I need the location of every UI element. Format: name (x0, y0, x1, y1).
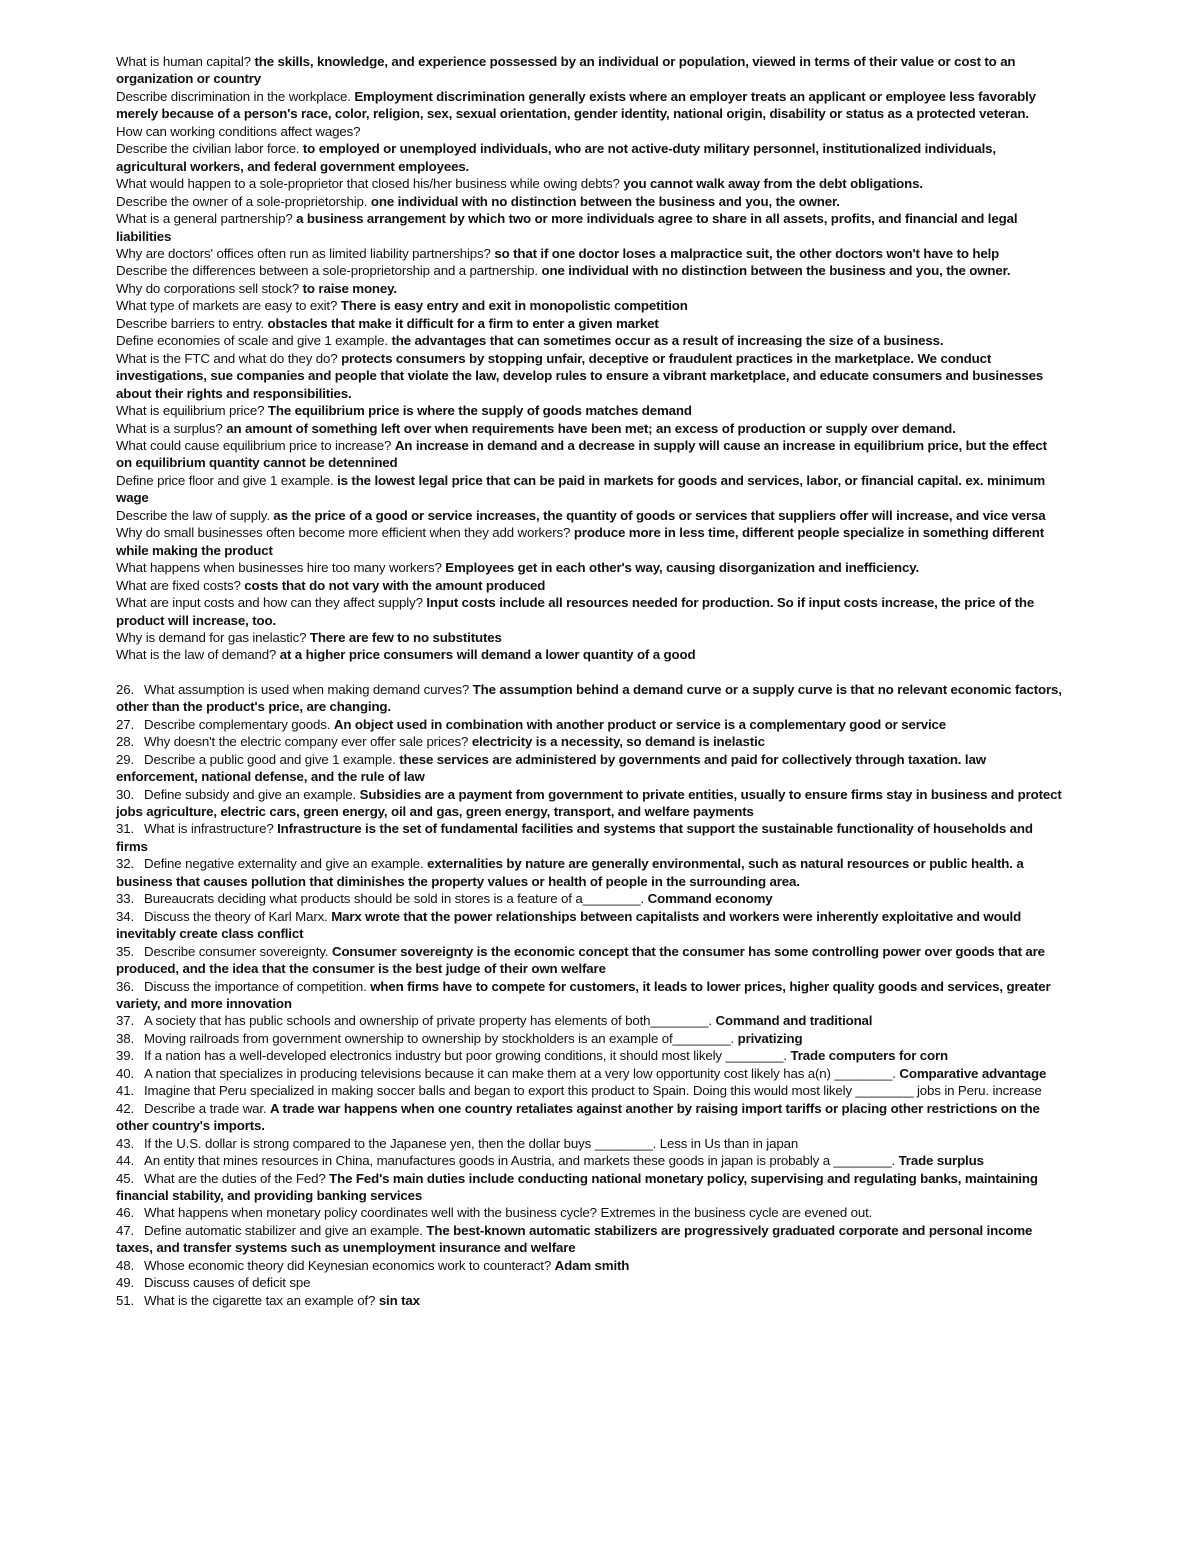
answer-text: An object used in combination with another product or service is a complementary good or service (333, 716, 947, 732)
qa-item (116, 1135, 1066, 1152)
answer-text: There is easy entry and exit in monopolistic competition (340, 298, 688, 314)
answer-text: Employment discrimination generally exists where an employer treats an applicant or employee less favorably merely because of a person's race, color, religion, sex, sexual orientation, gender identity, national origin, disability or status as a protected veteran. (116, 88, 1036, 122)
question-text: What would happen to a sole-proprietor that closed his/her business while owing debts? (116, 176, 620, 192)
question-text: Bureaucrats deciding what products should be sold in stores is a feature of a________. (144, 891, 645, 907)
question-number: 44. (116, 1153, 135, 1169)
answer-text: A trade war happens when one country retaliates against another by raising import tariffs or placing other restrictions on the other country's imports. (116, 1100, 1040, 1134)
answer-text: The assumption behind a demand curve or a supply curve is that no relevant economic factors, other than the product's price, are changing. (116, 681, 1062, 715)
qa-item (116, 786, 1066, 821)
qa-item (116, 594, 1066, 629)
question-text: Define automatic stabilizer and give an example. (144, 1222, 423, 1238)
question-text: A society that has public schools and ownership of private property has elements of both________. (144, 1013, 712, 1029)
question-number: 35. (116, 943, 135, 959)
question-text: Describe consumer sovereignty. (144, 943, 329, 959)
qa-item (116, 350, 1066, 402)
question-number: 48. (116, 1257, 135, 1273)
qa-item (116, 524, 1066, 559)
qa-item (116, 1152, 1066, 1169)
qa-item (116, 716, 1066, 733)
qa-item (116, 646, 1066, 663)
answer-text: Less in Us than in japan (659, 1135, 799, 1151)
qa-item (116, 1065, 1066, 1082)
answer-text: when firms have to compete for customers, it leads to lower prices, higher quality goods and services, greater variety, and more innovation (116, 978, 1051, 1012)
answer-text: Trade surplus (898, 1153, 984, 1169)
question-number: 47. (116, 1222, 135, 1238)
answer-text: Command economy (647, 891, 773, 907)
qa-item (116, 978, 1066, 1013)
question-number: 49. (116, 1275, 135, 1291)
answer-text: Marx wrote that the power relationships between capitalists and workers were inherently exploitative and would inevitably create class conflict (116, 908, 1022, 942)
question-text: Whose economic theory did Keynesian economics work to counteract? (144, 1257, 552, 1273)
answer-text: privatizing (737, 1030, 803, 1046)
question-number: 38. (116, 1030, 135, 1046)
answer-text: produce more in less time, different people specialize in something different while making the product (116, 525, 1045, 558)
question-text: Discuss causes of deficit spe (144, 1275, 311, 1291)
section-gap (116, 664, 1066, 681)
question-text: What assumption is used when making demand curves? (144, 681, 470, 697)
qa-item (116, 210, 1066, 245)
question-text: Define subsidy and give an example. (144, 786, 357, 802)
answer-text: an amount of something left over when requirements have been met; an excess of production or supply over demand. (226, 420, 956, 436)
question-number: 26. (116, 681, 135, 697)
question-number: 30. (116, 786, 135, 802)
question-number: 29. (116, 751, 135, 767)
question-list-part-1 (116, 53, 1066, 664)
question-text: What are the duties of the Fed? (144, 1170, 326, 1186)
question-text: Moving railroads from government ownership to ownership by stockholders is an example of________. (144, 1030, 735, 1046)
answer-text: at a higher price consumers will demand a lower quantity of a good (279, 647, 696, 663)
answer-text: Command and traditional (715, 1013, 873, 1029)
answer-text: increase (992, 1083, 1042, 1099)
question-text: Describe discrimination in the workplace. (116, 88, 351, 104)
answer-text: Subsidies are a payment from government to private entities, usually to ensure firms stay in business and protect jobs agriculture, electric cars, green energy, oil and gas, green energy, transport, and welfare payments (116, 786, 1062, 820)
question-text: What is a general partnership? (116, 211, 293, 227)
qa-item (116, 507, 1066, 524)
qa-item (116, 315, 1066, 332)
qa-item (116, 402, 1066, 419)
answer-text: Infrastructure is the set of fundamental facilities and systems that support the sustainable functionality of households and firms (116, 821, 1033, 854)
qa-item (116, 1257, 1066, 1274)
question-number: 28. (116, 734, 135, 750)
qa-item (116, 751, 1066, 786)
answer-text: so that if one doctor loses a malpractice suit, the other doctors won't have to help (494, 245, 1000, 261)
question-number: 46. (116, 1205, 135, 1221)
qa-item (116, 1274, 1066, 1291)
question-text: What is infrastructure? (144, 821, 274, 837)
answer-text: one individual with no distinction between the business and you, the owner. (370, 193, 840, 209)
answer-text: a business arrangement by which two or more individuals agree to share in all assets, profits, and financial and legal liabilities (116, 211, 1018, 244)
question-text: Discuss the theory of Karl Marx. (144, 908, 328, 924)
qa-item (116, 890, 1066, 907)
answer-text: Extremes in the business cycle are evened out. (600, 1205, 873, 1221)
qa-item (116, 472, 1066, 507)
question-text: Describe the law of supply. (116, 507, 270, 523)
question-text: Describe the civilian labor force. (116, 141, 300, 157)
question-text: Why do corporations sell stock? (116, 280, 300, 296)
qa-item (116, 140, 1066, 175)
question-list-part-2 (116, 681, 1066, 1309)
question-text: What is human capital? (116, 54, 251, 69)
question-text: What is the cigarette tax an example of? (144, 1292, 376, 1308)
question-number: 42. (116, 1100, 135, 1116)
question-number: 43. (116, 1135, 135, 1151)
study-guide-page (116, 53, 1066, 1309)
qa-item (116, 577, 1066, 594)
question-text: What type of markets are easy to exit? (116, 298, 338, 314)
question-number: 36. (116, 978, 135, 994)
question-text: Describe the differences between a sole-proprietorship and a partnership. (116, 263, 538, 279)
question-text: If the U.S. dollar is strong compared to the Japanese yen, then the dollar buys ________. (144, 1135, 657, 1151)
question-text: What are input costs and how can they affect supply? (116, 595, 423, 611)
answer-text: these services are administered by governments and paid for collectively through taxation. law enforcement, national defense, and the rule of law (116, 751, 986, 785)
answer-text: The Fed's main duties include conducting national monetary policy, supervising and regulating banks, maintaining financial stability, and providing banking services (116, 1170, 1038, 1203)
answer-text: sin tax (378, 1292, 420, 1308)
qa-item (116, 943, 1066, 978)
answer-text: Comparative advantage (899, 1065, 1047, 1081)
question-number: 27. (116, 716, 135, 732)
question-text: What are fixed costs? (116, 577, 241, 593)
qa-item (116, 820, 1066, 855)
answer-text: externalities by nature are generally environmental, such as natural resources or public health. a business that causes pollution that diminishes the property values or health of people in the surrounding area. (116, 856, 1024, 889)
qa-item (116, 332, 1066, 349)
qa-item (116, 908, 1066, 943)
question-text: Describe a public good and give 1 example. (144, 751, 396, 767)
question-text: Why are doctors' offices often run as limited liability partnerships? (116, 245, 491, 261)
question-number: 40. (116, 1065, 135, 1081)
question-text: Describe barriers to entry. (116, 315, 264, 331)
answer-text: The equilibrium price is where the supply of goods matches demand (267, 403, 692, 419)
qa-item (116, 53, 1066, 88)
question-number: 32. (116, 856, 135, 872)
qa-item (116, 1100, 1066, 1135)
answer-text: obstacles that make it difficult for a firm to enter a given market (267, 315, 659, 331)
question-text: What is a surplus? (116, 420, 223, 436)
question-text: Describe the owner of a sole-proprietorship. (116, 193, 368, 209)
question-text: Define negative externality and give an example. (144, 856, 424, 872)
qa-item (116, 559, 1066, 576)
question-text: Discuss the importance of competition. (144, 978, 367, 994)
question-number: 31. (116, 821, 135, 837)
question-number: 51. (116, 1292, 135, 1308)
question-number: 34. (116, 908, 135, 924)
question-number: 33. (116, 891, 135, 907)
answer-text: There are few to no substitutes (309, 629, 502, 645)
question-text: What could cause equilibrium price to increase? (116, 437, 392, 453)
qa-item (116, 1204, 1066, 1221)
answer-text: Adam smith (554, 1257, 630, 1273)
qa-item (116, 1030, 1066, 1047)
answer-text: the advantages that can sometimes occur as a result of increasing the size of a business. (391, 333, 944, 349)
qa-item (116, 629, 1066, 646)
question-number: 45. (116, 1170, 135, 1186)
answer-text: as the price of a good or service increases, the quantity of goods or services that suppliers offer will increase, and vice versa (273, 507, 1046, 523)
answer-text: you cannot walk away from the debt obligations. (623, 176, 923, 192)
answer-text: Employees get in each other's way, causing disorganization and inefficiency. (445, 560, 920, 576)
question-text: Why doesn't the electric company ever offer sale prices? (144, 734, 469, 750)
question-text: Define economies of scale and give 1 example. (116, 333, 388, 349)
question-text: An entity that mines resources in China, manufactures goods in Austria, and markets these goods in japan is probably a ________. (144, 1153, 896, 1169)
answer-text: is the lowest legal price that can be paid in markets for goods and services, labor, or financial capital. ex. minimum wage (116, 472, 1046, 506)
question-text: What happens when monetary policy coordinates well with the business cycle? (144, 1205, 597, 1221)
qa-item (116, 245, 1066, 262)
question-text: Describe complementary goods. (144, 716, 331, 732)
question-text: Why is demand for gas inelastic? (116, 629, 307, 645)
answer-text: The best-known automatic stabilizers are progressively graduated corporate and personal income taxes, and transfer systems such as unemployment insurance and welfare (116, 1222, 1033, 1256)
question-number: 37. (116, 1013, 135, 1029)
answer-text: electricity is a necessity, so demand is inelastic (471, 734, 765, 750)
answer-text: Input costs include all resources needed for production. So if input costs increase, the price of the product will increase, too. (116, 595, 1035, 628)
question-number: 41. (116, 1083, 135, 1099)
question-text: Describe a trade war. (144, 1100, 267, 1116)
qa-item (116, 1292, 1066, 1309)
qa-item (116, 1222, 1066, 1257)
question-text: Define price floor and give 1 example. (116, 472, 334, 488)
question-text: What is the FTC and what do they do? (116, 350, 338, 366)
qa-item (116, 437, 1066, 472)
question-text: What is equilibrium price? (116, 403, 265, 419)
qa-item (116, 193, 1066, 210)
answer-text: to employed or unemployed individuals, who are not active-duty military personnel, institutionalized individuals, agricultural workers, and federal government employees. (116, 141, 996, 174)
qa-item (116, 297, 1066, 314)
qa-item (116, 88, 1066, 123)
qa-item (116, 1012, 1066, 1029)
qa-item (116, 262, 1066, 279)
question-text: If a nation has a well-developed electronics industry but poor growing conditions, it should most likely ________. (144, 1048, 787, 1064)
answer-text: protects consumers by stopping unfair, deceptive or fraudulent practices in the marketplace. We conduct investigations, sue companies and people that violate the law, develop rules to ensure a vibrant marketplace, and educate consumers and businesses about their rights and responsibilities. (116, 350, 1044, 401)
qa-item (116, 420, 1066, 437)
qa-item (116, 175, 1066, 192)
qa-item (116, 733, 1066, 750)
qa-item (116, 280, 1066, 297)
answer-text: costs that do not vary with the amount produced (244, 577, 546, 593)
answer-text: the skills, knowledge, and experience possessed by an individual or population, viewed in terms of their value or cost to an organization or country (116, 54, 1016, 87)
qa-item (116, 1170, 1066, 1205)
answer-text: Trade computers for corn (790, 1048, 948, 1064)
answer-text: to raise money. (302, 280, 397, 296)
qa-item (116, 681, 1066, 716)
qa-item (116, 123, 1066, 140)
question-text: How can working conditions affect wages? (116, 123, 361, 139)
answer-text: An increase in demand and a decrease in supply will cause an increase in equilibrium price, but the effect on equilibrium quantity cannot be detennined (116, 437, 1047, 471)
question-text: Imagine that Peru specialized in making soccer balls and began to export this product to Spain. Doing this would most likely ________ jobs in Peru. (144, 1083, 989, 1099)
answer-text: one individual with no distinction between the business and you, the owner. (541, 263, 1011, 279)
question-text: Why do small businesses often become more efficient when they add workers? (116, 525, 571, 541)
qa-item (116, 855, 1066, 890)
answer-text: Consumer sovereignty is the economic concept that the consumer has some controlling power over goods that are produced, and the idea that the consumer is the best judge of their own welfare (116, 943, 1045, 977)
question-text: What happens when businesses hire too many workers? (116, 560, 442, 576)
question-text: What is the law of demand? (116, 647, 277, 663)
qa-item (116, 1047, 1066, 1064)
question-number: 39. (116, 1048, 135, 1064)
question-text: A nation that specializes in producing televisions because it can make them at a very low opportunity cost likely has a(n) ________. (144, 1065, 896, 1081)
qa-item (116, 1082, 1066, 1099)
